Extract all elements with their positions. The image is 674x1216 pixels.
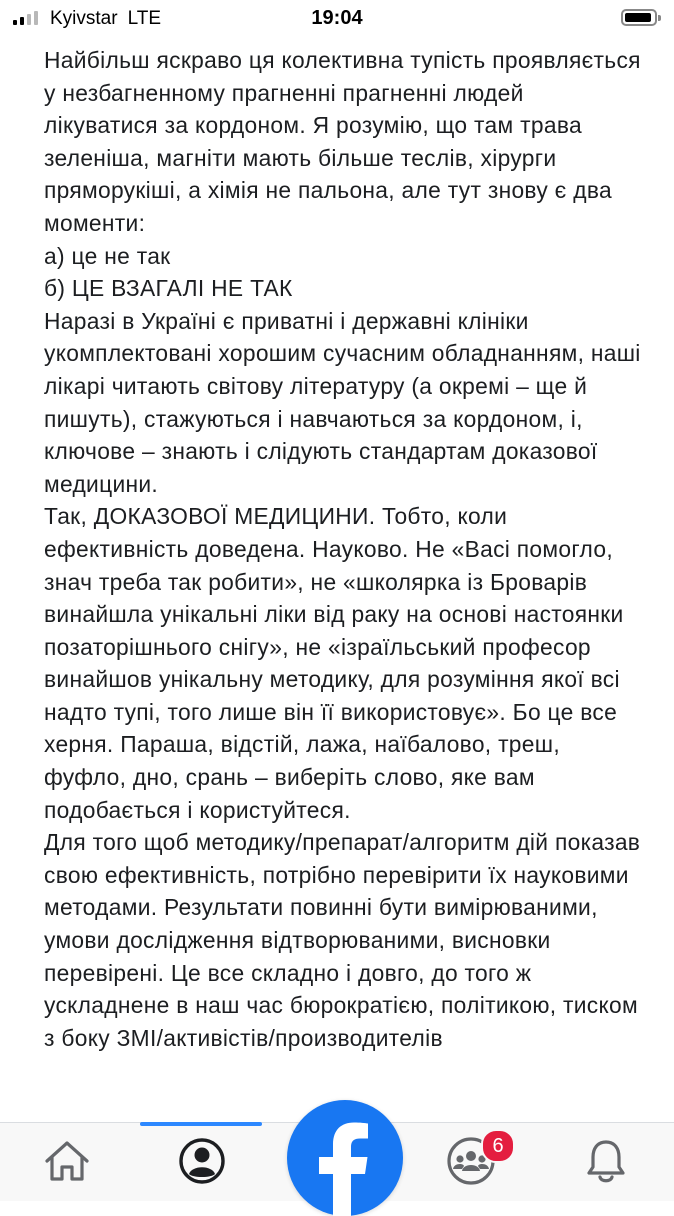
carrier-name: Kyivstar bbox=[50, 8, 118, 29]
status-bar bbox=[0, 0, 674, 36]
profile-icon bbox=[177, 1136, 227, 1186]
tab-groups[interactable] bbox=[431, 1123, 511, 1201]
battery-icon bbox=[621, 9, 657, 26]
post-paragraph: Для того щоб методику/препарат/алгоритм дій показав свою ефективність, потрібно перевірити їх науковими методами. Результати повинні бути вимірюваними, умови дослідження відтворюваними, висновки перевірені. Це все складно і довго, до того ж ускладнене в наш час бюрократією, політикою, тиском з боку ЗМІ/активістів/производителів bbox=[44, 829, 641, 1051]
network-type: LTE bbox=[127, 8, 162, 29]
post-paragraph: а) це не так bbox=[44, 242, 171, 269]
post-text bbox=[44, 44, 644, 1054]
tab-notifications[interactable] bbox=[566, 1123, 646, 1201]
post-paragraph: Так, ДОКАЗОВОЇ МЕДИЦИНИ. Тобто, коли ефективність доведена. Науково. Не «Васі помогло, знач треба так робити», не «школярка із Броварів винайшла унікальні ліки від раку на основі настоянки позаторішнього снігу», не «ізраїльський професор винайшов унікальну методику, для розуміння якої всі надто тупі, того лише він її використовує». Бо це все херня. Параша, відстій, лажа, наїбалово, треш, фуфло, дно, срань – виберіть слово, яке вам подобається і користуйтеся. bbox=[44, 503, 624, 823]
post-paragraph: Найбільш яскраво ця колективна тупість проявляється у незбагненному прагненні прагненні людей лікуватися за кордоном. Я розумію, що там трава зеленіша, магніти мають більше теслів, хірурги пряморукіші, а хімія не пальона, але тут знову є два моменти: bbox=[44, 47, 641, 236]
notification-badge: 6 bbox=[481, 1129, 515, 1163]
bell-icon bbox=[584, 1137, 628, 1185]
post-paragraph: Наразі в Україні є приватні і державні клініки укомплектовані хорошим сучасним обладнанням, наші лікарі читають світову літературу (а окремі – ще й пишуть), стажуються і навчаються за кордоном, і, ключове – знають і слідують стандартам доказової медицини. bbox=[44, 307, 641, 497]
clock: 19:04 bbox=[311, 7, 363, 29]
facebook-logo-icon bbox=[287, 1100, 403, 1216]
tab-profile[interactable] bbox=[162, 1123, 242, 1201]
post-body bbox=[0, 40, 674, 1120]
post-paragraph: б) ЦЕ ВЗАГАЛІ НЕ ТАК bbox=[44, 275, 293, 302]
tab-home[interactable] bbox=[27, 1123, 107, 1201]
tab-facebook[interactable] bbox=[287, 1100, 403, 1216]
home-icon bbox=[43, 1139, 91, 1183]
battery-level bbox=[625, 13, 651, 22]
